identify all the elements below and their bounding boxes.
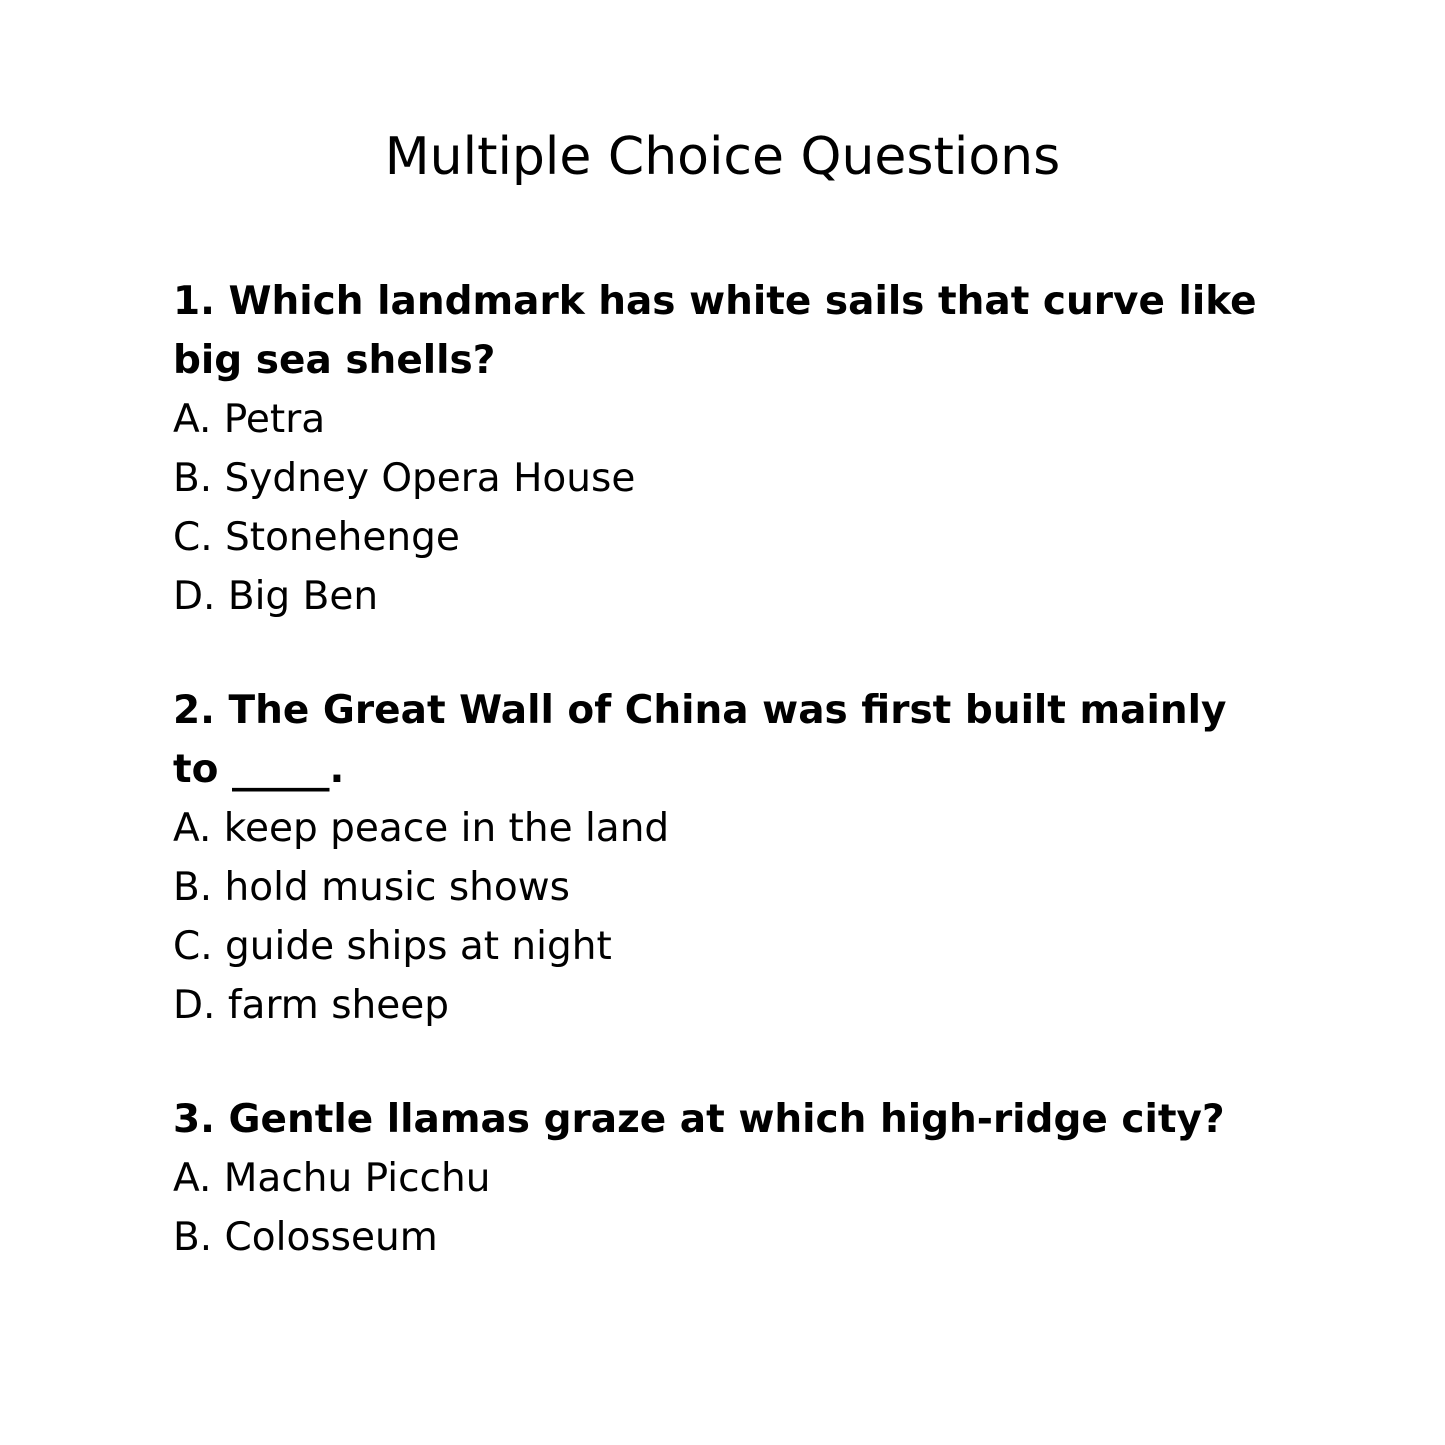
answer-option: A. Petra — [173, 397, 326, 442]
question-3 — [173, 1090, 1283, 1267]
answer-option: C. guide ships at night — [173, 924, 612, 969]
page-title: Multiple Choice Questions — [384, 127, 1061, 187]
answer-option: D. Big Ben — [173, 574, 379, 619]
answer-option: B. Sydney Opera House — [173, 456, 636, 501]
answer-option: B. Colosseum — [173, 1215, 438, 1260]
question-1 — [173, 272, 1283, 626]
question-list — [173, 272, 1283, 1322]
answer-option: A. Machu Picchu — [173, 1156, 491, 1201]
answer-option: A. keep peace in the land — [173, 806, 670, 851]
question-text: 2. The Great Wall of China was first built mainly to _____. — [173, 688, 1227, 792]
question-text: 3. Gentle llamas graze at which high-ridge city? — [173, 1097, 1225, 1142]
answer-option: D. farm sheep — [173, 983, 449, 1028]
answer-option: C. Stonehenge — [173, 515, 460, 560]
question-2 — [173, 681, 1283, 1035]
question-text: 1. Which landmark has white sails that curve like big sea shells? — [173, 279, 1257, 383]
answer-option: B. hold music shows — [173, 865, 570, 910]
